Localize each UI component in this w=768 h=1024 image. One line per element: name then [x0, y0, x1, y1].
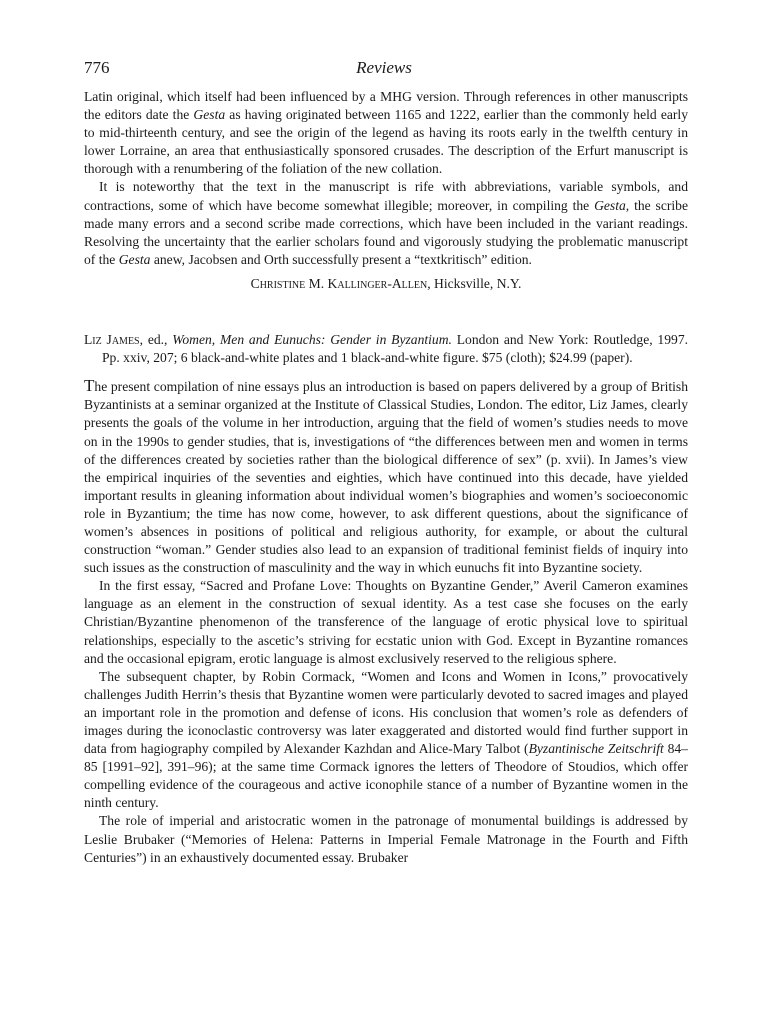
text-run: The subsequent chapter, by Robin Cormack, “Women and Icons and Women in Icons,” provocatively challenges Judith Herrin’s thesis that Byzantine women were particularly devoted to sacred images and played an important role in the promotion and defense of icons. His conclusion that women’s role as defenders of images during the iconoclastic controversy was later exaggerated and distorted would find further support in data from hagiography compiled by Alexander Kazhdan and Alice-Mary Talbot ( [84, 668, 688, 757]
page-number: 776 [84, 58, 110, 77]
text-run: Latin original, which itself had been influenced by a MHG version. Through references in other manuscripts the editors date the [84, 89, 688, 123]
running-head: Reviews [356, 58, 412, 77]
text-run: as having originated between 1165 and 1222, earlier than the commonly held early to mid-thirteenth century, and see the origin of the legend as having its roots early in the twelfth century in lower Lorraine, an area that enthusiastically sponsored crusades. The description of the Erfurt manuscript is thorough with a renumbering of the foliation of the new collation. [84, 107, 689, 177]
text-run: The role of imperial and aristocratic women in the patronage of monumental buildings is addressed by Leslie Brubaker (“Memories of Helena: Patterns in Imperial Female Matronage in the Fourth and Fifth Centuries”) in an exhaustively documented essay. Brubaker [84, 813, 688, 865]
review1-paragraph-1 [84, 88, 688, 178]
text-run: he present compilation of nine essays plus an introduction is based on papers delivered by a group of British Byzantinists at a seminar organized at the Institute of Classical Studies, London. The editor, Liz James, clearly presents the goals of the volume in her introduction, arguing that the field of women’s studies needs to move on in the 1990s to gender studies, that is, investigations of “the differences between men and women in terms of the differences created by societies rather than the biological difference of sex” (p. xvii). In James’s view the empirical inquiries of the seventies and eighties, which have continued into this decade, have yielded important results in gleaning information about individual women’s biographies and women’s socioeconomic role in Byzantium; the time has now come, however, to ask different questions, about the significance of women’s absences in positions of political and religious authority, for example, or about the cultural construction “woman.” Gender studies also lead to an expansion of traditional feminist fields of inquiry into such issues as the construction of masculinity and the way in which eunuchs fit into Byzantine society. [84, 379, 688, 576]
review2-paragraph-4 [84, 812, 688, 866]
reviewer-name: Christine M. Kallinger-Allen, [250, 275, 431, 291]
review2-paragraph-1-text [84, 379, 688, 575]
reviewer-place: Hicksville, N.Y. [430, 275, 522, 291]
review2-paragraph-3 [84, 668, 688, 813]
review2-paragraph-2 [84, 577, 688, 667]
text-run: the scribe made many errors and a second scribe made corrections, which have been included in the variant readings. Resolving the uncertainty that the earlier scholars found and vigorously studying the problematic manuscript of the [84, 197, 688, 267]
review2-paragraph-1 [84, 377, 688, 577]
text-run: In the first essay, “Sacred and Profane Love: Thoughts on Byzantine Gender,” Averil Cameron examines language as an element in the construction of sexual identity. As a test case she focuses on the early Christian/Byzantine phenomenon of the transference of the language of erotic physical love to spiritual relationships, especially to the ascetic’s striving for ecstatic union with God. Except in Byzantine romances and the occasional epigram, erotic language is almost exclusively reserved to the religious sphere. [84, 578, 688, 666]
text-run: Gesta, [594, 197, 630, 213]
text-run: , ed., [139, 332, 173, 348]
text-run: Gesta [193, 107, 226, 123]
initial-letter: T [84, 376, 95, 396]
text-run: It is noteworthy that the text in the manuscript is rife with abbreviations, variable symbols, and contractions, some of which have become somewhat illegible; moreover, in compiling the [84, 179, 688, 213]
text-run: Gesta [118, 251, 151, 267]
text-run: Liz James [84, 332, 140, 348]
bibliographic-entry [84, 331, 688, 367]
text-run: London and New York: Routledge, 1997. Pp. xxiv, 207; 6 black-and-white plates and 1 black-and-white figure. $75 (cloth); $24.99 (paper). [102, 332, 689, 366]
text-run: 84–85 [1991–92], 391–96); at the same time Cormack ignores the letters of Theodore of Stoudios, which offer compelling evidence of the courageous and active iconophile stance of a number of Byzantine women in the ninth century. [84, 741, 688, 811]
text-run: Women, Men and Eunuchs: Gender in Byzantium. [172, 332, 452, 348]
page-header [84, 58, 684, 88]
review1-paragraph-2 [84, 178, 688, 268]
text-run: Byzantinische Zeitschrift [528, 741, 664, 757]
reviewer-signature [84, 275, 688, 293]
text-run: anew, Jacobsen and Orth successfully present a “textkritisch” edition. [150, 251, 532, 267]
page-body [84, 88, 688, 867]
